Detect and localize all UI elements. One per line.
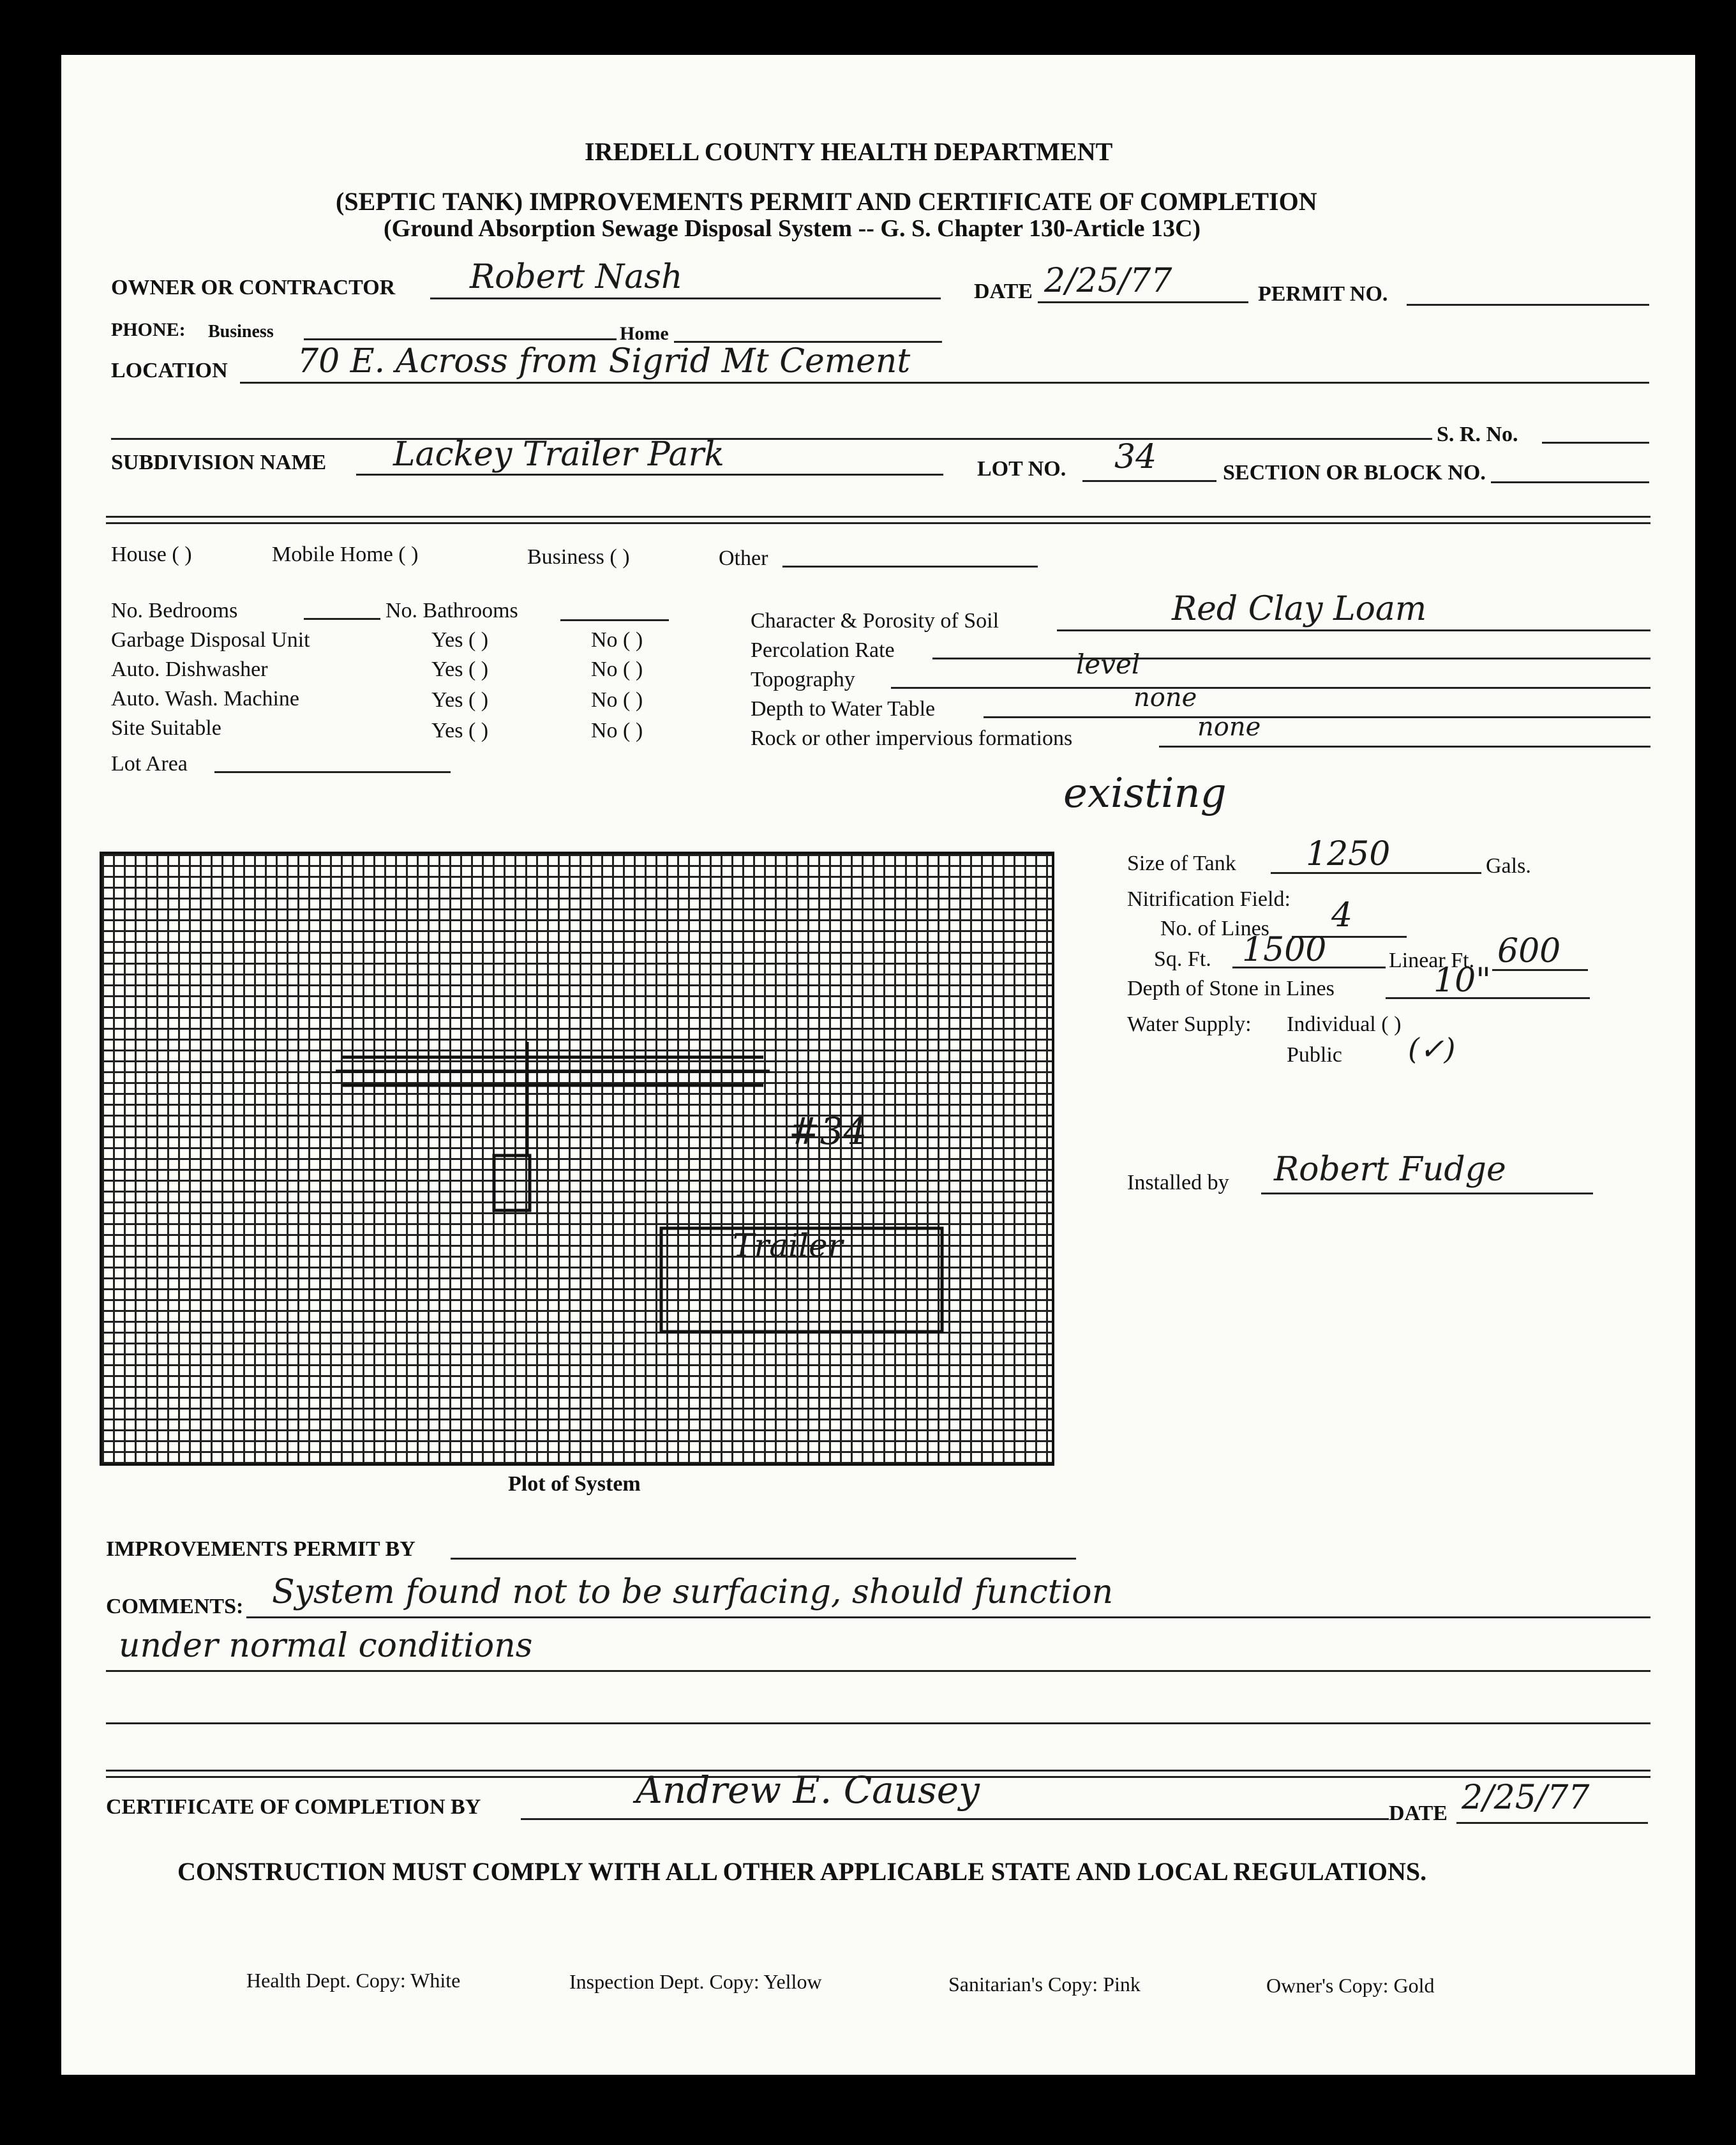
certificate-date-value: 2/25/77 xyxy=(1462,1779,1590,1817)
sqft-label: Sq. Ft. xyxy=(1154,947,1211,971)
rock-label: Rock or other impervious formations xyxy=(751,726,1073,750)
permit-form xyxy=(61,55,1695,2075)
garbage-no[interactable]: No ( ) xyxy=(591,628,643,652)
department-heading: IREDELL COUNTY HEALTH DEPARTMENT xyxy=(585,137,1113,166)
house-option[interactable]: House ( ) xyxy=(111,543,192,566)
health-copy-label: Health Dept. Copy: White xyxy=(246,1969,461,1992)
plot-caption: Plot of System xyxy=(508,1472,641,1496)
date-value: 2/25/77 xyxy=(1044,262,1172,300)
garbage-yes[interactable]: Yes ( ) xyxy=(431,628,489,652)
phone-business-label: Business xyxy=(208,322,274,342)
compliance-notice: CONSTRUCTION MUST COMPLY WITH ALL OTHER APPLICABLE STATE AND LOCAL REGULATIONS. xyxy=(177,1857,1427,1886)
phone-label: PHONE: xyxy=(111,319,186,340)
wash-machine-no[interactable]: No ( ) xyxy=(591,688,643,712)
lot-no-label: LOT NO. xyxy=(977,457,1066,481)
site-suitable-yes[interactable]: Yes ( ) xyxy=(431,719,489,742)
water-supply-label: Water Supply: xyxy=(1127,1012,1252,1036)
stone-depth-label: Depth of Stone in Lines xyxy=(1127,977,1335,1000)
public-checkbox[interactable]: (✓) xyxy=(1408,1032,1456,1066)
bathrooms-label: No. Bathrooms xyxy=(385,599,518,622)
form-subtitle: (Ground Absorption Sewage Disposal System -- G. S. Chapter 130-Article 13C) xyxy=(384,215,1201,242)
dishwasher-no[interactable]: No ( ) xyxy=(591,658,643,681)
wash-machine-label: Auto. Wash. Machine xyxy=(111,687,300,711)
linear-ft-value: 600 xyxy=(1497,932,1561,970)
soil-character-label: Character & Porosity of Soil xyxy=(751,609,999,633)
soil-character-value: Red Clay Loam xyxy=(1172,590,1427,628)
lot-area-label: Lot Area xyxy=(111,752,188,776)
subdivision-label: SUBDIVISION NAME xyxy=(111,451,327,474)
wash-machine-yes[interactable]: Yes ( ) xyxy=(431,688,489,712)
location-label: LOCATION xyxy=(111,359,228,382)
garbage-disposal-label: Garbage Disposal Unit xyxy=(111,628,310,652)
topography-value: level xyxy=(1076,649,1141,680)
inspection-copy-label: Inspection Dept. Copy: Yellow xyxy=(569,1970,822,1993)
gallons-label: Gals. xyxy=(1486,854,1531,878)
comments-line-1: System found not to be surfacing, should function xyxy=(272,1573,1114,1611)
nitrification-label: Nitrification Field: xyxy=(1127,887,1291,911)
stone-depth-value: 10" xyxy=(1433,961,1492,1000)
improvements-permit-label: IMPROVEMENTS PERMIT BY xyxy=(106,1537,415,1561)
certificate-label: CERTIFICATE OF COMPLETION BY xyxy=(106,1795,481,1819)
linear-ft-label: Linear Ft. xyxy=(1389,949,1475,972)
section-label: SECTION OR BLOCK NO. xyxy=(1223,461,1486,485)
owner-value: Robert Nash xyxy=(470,258,683,296)
subdivision-value: Lackey Trailer Park xyxy=(393,435,724,474)
bedrooms-label: No. Bedrooms xyxy=(111,599,238,622)
location-value: 70 E. Across from Sigrid Mt Cement xyxy=(297,342,911,380)
certificate-signature: Andrew E. Causey xyxy=(636,1768,980,1812)
topography-label: Topography xyxy=(751,668,855,691)
owner-copy-label: Owner's Copy: Gold xyxy=(1266,1974,1435,1997)
lines-label: No. of Lines xyxy=(1160,917,1269,940)
owner-label: OWNER OR CONTRACTOR xyxy=(111,276,396,299)
business-option[interactable]: Business ( ) xyxy=(527,545,630,569)
sanitarian-copy-label: Sanitarian's Copy: Pink xyxy=(948,1973,1141,1996)
tank-size-label: Size of Tank xyxy=(1127,852,1236,875)
comments-line-2: under normal conditions xyxy=(119,1627,533,1665)
sr-no-label: S. R. No. xyxy=(1437,423,1518,446)
phone-home-label: Home xyxy=(620,323,669,344)
rock-value: none xyxy=(1197,712,1261,742)
individual-option[interactable]: Individual ( ) xyxy=(1287,1012,1402,1036)
perc-rate-label: Percolation Rate xyxy=(751,638,895,662)
trailer-label: Trailer xyxy=(733,1227,843,1264)
permit-label: PERMIT NO. xyxy=(1258,282,1388,306)
site-suitable-no[interactable]: No ( ) xyxy=(591,719,643,742)
public-label: Public xyxy=(1287,1043,1342,1067)
lot-number-mark: #34 xyxy=(789,1110,867,1153)
lines-value: 4 xyxy=(1331,896,1353,935)
water-table-value: none xyxy=(1134,683,1197,712)
sqft-value: 1500 xyxy=(1242,931,1327,969)
installed-by-label: Installed by xyxy=(1127,1171,1229,1194)
mobile-home-option[interactable]: Mobile Home ( ) xyxy=(272,543,419,566)
date-label: DATE xyxy=(974,280,1033,303)
comments-label: COMMENTS: xyxy=(106,1595,244,1618)
form-title: (SEPTIC TANK) IMPROVEMENTS PERMIT AND CERTIFICATE OF COMPLETION xyxy=(336,187,1317,216)
tank-size-value: 1250 xyxy=(1306,835,1391,873)
water-table-label: Depth to Water Table xyxy=(751,697,936,721)
dishwasher-yes[interactable]: Yes ( ) xyxy=(431,658,489,681)
system-status-note: existing xyxy=(1063,770,1227,817)
dishwasher-label: Auto. Dishwasher xyxy=(111,658,268,681)
other-label: Other xyxy=(719,546,768,570)
plot-drawing xyxy=(100,852,1054,1466)
site-suitable-label: Site Suitable xyxy=(111,716,221,740)
certificate-date-label: DATE xyxy=(1389,1802,1448,1825)
lot-no-value: 34 xyxy=(1114,438,1157,476)
installed-by-value: Robert Fudge xyxy=(1274,1150,1506,1189)
